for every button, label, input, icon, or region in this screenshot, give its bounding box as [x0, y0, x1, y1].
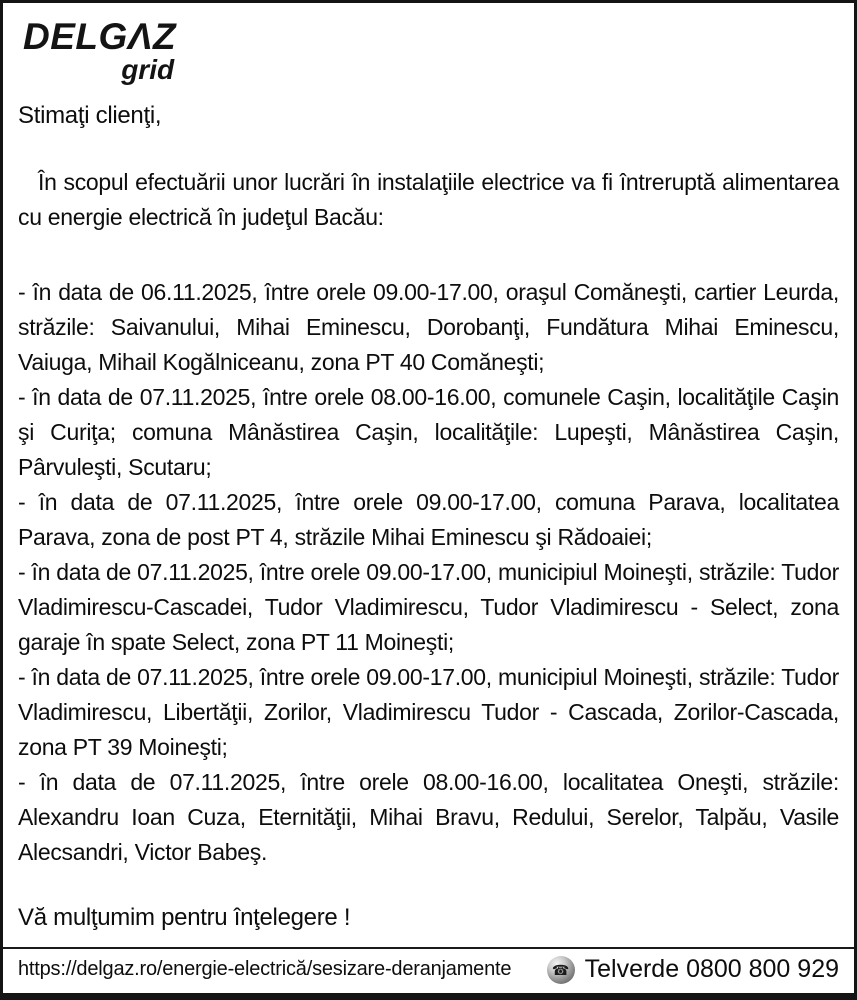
logo-brand-a: Λ [127, 16, 153, 57]
phone-icon: ☎ [547, 956, 575, 984]
outage-paragraph: - în data de 07.11.2025, între orele 08.00-16.00, comunele Caşin, localităţile Caşin şi Curiţa; comuna Mânăstirea Caşin, localităţile: Lupeşti, Mânăstirea Caşin, Pârvuleşti, Scutaru; [18, 384, 839, 480]
telverde-number: Telverde 0800 800 929 [584, 955, 839, 983]
delgaz-grid-logo [23, 18, 176, 84]
footer-bar [18, 955, 839, 984]
outage-list [18, 275, 839, 870]
footer-divider [3, 947, 854, 949]
closing-text: Vă mulţumim pentru înţelegere ! [18, 904, 351, 931]
logo-brand-left: DELG [23, 16, 128, 57]
outage-paragraph: - în data de 07.11.2025, între orele 09.00-17.00, comuna Parava, localitatea Parava, zona de post PT 4, străzile Mihai Eminescu şi Rădoaiei; [18, 489, 839, 550]
logo-brand-right: Z [152, 16, 177, 57]
report-url-link[interactable]: https://delgaz.ro/energie-electrică/sesizare-deranjamente [18, 958, 512, 980]
logo-brand-text [23, 18, 176, 55]
outage-paragraph: - în data de 07.11.2025, între orele 09.00-17.00, municipiul Moineşti, străzile: Tudor Vladimirescu, Libertăţii, Zorilor, Vladimirescu Tudor - Cascada, Zorilor-Cascada, zona PT 39 Moineşti; [18, 664, 839, 760]
salutation-text: Stimaţi clienţi, [18, 102, 162, 129]
logo-subtitle: grid [121, 54, 175, 85]
intro-paragraph: În scopul efectuării unor lucrări în instalaţiile electrice va fi întreruptă alimentarea cu energie electrică în judeţul Bacău: [18, 169, 839, 230]
outage-paragraph: - în data de 07.11.2025, între orele 09.00-17.00, municipiul Moineşti, străzile: Tudor Vladimirescu-Cascadei, Tudor Vladimirescu, Tudor Vladimirescu - Select, zona garaje în spate Select, zona PT 11 Moineşti; [18, 559, 839, 655]
outage-paragraph: - în data de 07.11.2025, între orele 08.00-16.00, localitatea Oneşti, străzile: Alexandru Ioan Cuza, Eternităţii, Mihai Bravu, Redului, Serelor, Talpău, Vasile Alecsandri, Victor Babeş. [18, 769, 839, 865]
telverde-contact [547, 955, 839, 984]
outage-paragraph: - în data de 06.11.2025, între orele 09.00-17.00, oraşul Comăneşti, cartier Leurda, străzile: Saivanului, Mihai Eminescu, Dorobanţi, Fundătura Mihai Eminescu, Vaiuga, Mihail Kogălniceanu, zona PT 40 Comăneşti; [18, 279, 839, 375]
